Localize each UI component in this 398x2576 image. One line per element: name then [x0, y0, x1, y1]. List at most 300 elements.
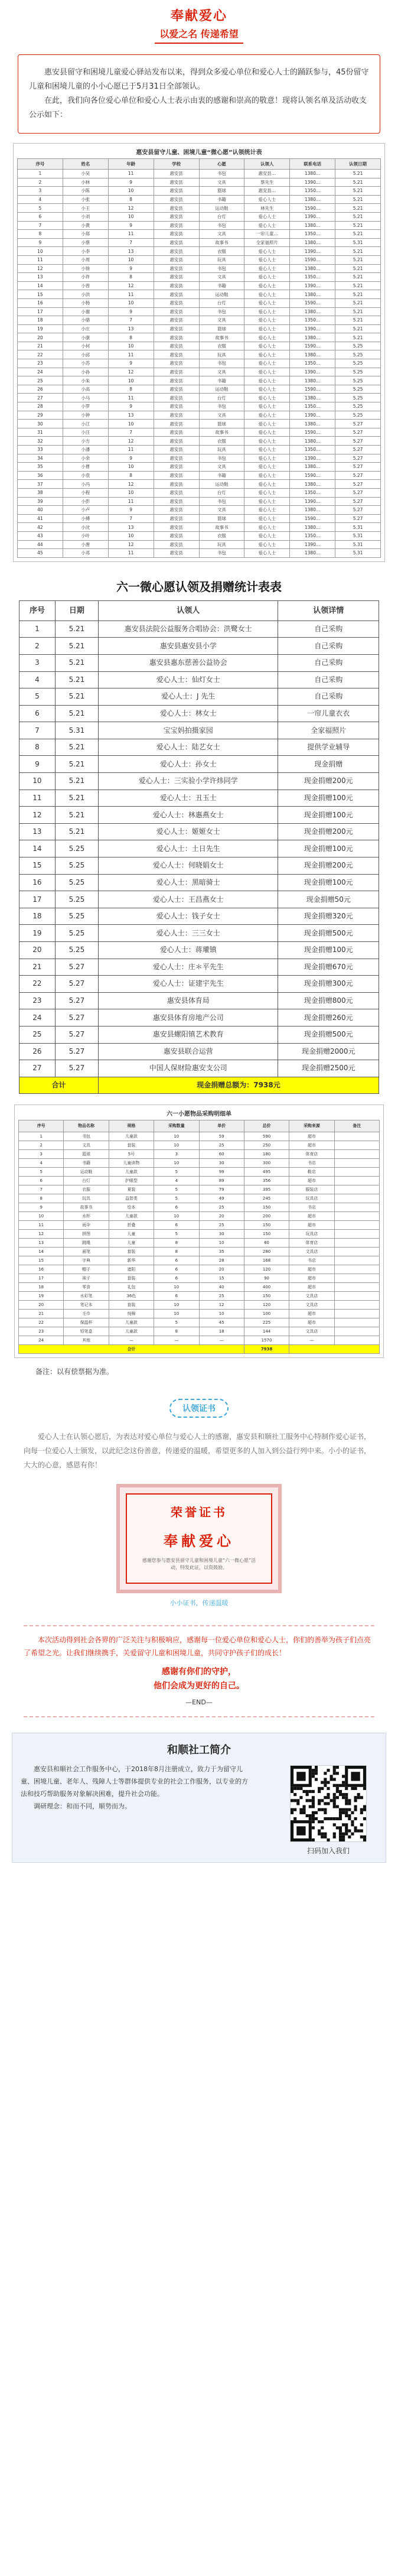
- wish-list-cell: 小钟: [63, 411, 108, 420]
- item-cell: 150: [244, 1229, 289, 1238]
- wish-list-cell: 5.27: [335, 420, 381, 428]
- item-cell: 套装: [109, 1141, 154, 1149]
- stat-cell: 9: [19, 756, 56, 773]
- wish-list-cell: 11: [108, 230, 154, 239]
- wish-list-cell: 惠安县: [154, 273, 199, 282]
- wish-list-cell: 14: [18, 281, 63, 290]
- stat-cell: 中国人保财险惠安支公司: [98, 1060, 278, 1077]
- item-cell: 故事书: [64, 1203, 109, 1211]
- item-header-cell: 备注: [334, 1120, 379, 1132]
- item-cell: 30: [199, 1158, 244, 1167]
- wish-list-row: [18, 454, 381, 463]
- item-cell: 100: [244, 1309, 289, 1318]
- wish-list-row: [18, 178, 381, 187]
- item-row: [19, 1158, 380, 1167]
- thanks-closing-2: 他们会成为更好的自己。: [154, 1681, 244, 1691]
- wish-list-cell: 13: [18, 273, 63, 282]
- wish-list-cell: 爱心人士: [244, 446, 290, 454]
- wish-list-cell: 小苏: [63, 359, 108, 368]
- wish-list-cell: 书籍: [199, 195, 244, 204]
- wish-list-cell: 11: [108, 446, 154, 454]
- wish-list-cell: 惠安县: [154, 307, 199, 316]
- wish-list-cell: 13: [108, 247, 154, 256]
- stat-cell: 一帘儿童衣衣: [278, 705, 379, 722]
- wish-list-cell: 5.21: [335, 221, 381, 230]
- wish-list-cell: 7: [18, 221, 63, 230]
- stat-cell: 现金捐赠100元: [278, 942, 379, 959]
- wish-list-row: [18, 531, 381, 540]
- stat-cell: 27: [19, 1060, 56, 1077]
- wish-list-row: [18, 488, 381, 497]
- wish-list-cell: 7: [108, 238, 154, 247]
- wish-list-cell: 9: [108, 307, 154, 316]
- wish-list-cell: 9: [108, 359, 154, 368]
- wish-list-cell: 小洪: [63, 290, 108, 299]
- wish-list-cell: 全家福照片: [244, 238, 290, 247]
- stat-cell: 5.31: [55, 722, 98, 739]
- cert-section-title: [0, 1399, 398, 1418]
- item-cell: 245: [244, 1194, 289, 1203]
- item-cell: —: [199, 1336, 244, 1344]
- item-cell: 儿童: [109, 1238, 154, 1247]
- item-row: [19, 1318, 380, 1327]
- stat-total-value: 现金捐赠总额为：7938元: [98, 1077, 379, 1093]
- wish-list-cell: 5.21: [335, 281, 381, 290]
- item-cell: 8: [154, 1238, 199, 1247]
- item-header-cell: 物品名称: [64, 1120, 109, 1132]
- wish-list-cell: 5: [18, 204, 63, 213]
- wish-list-cell: 12: [108, 368, 154, 376]
- wish-list-cell: 爱心人士: [244, 428, 290, 437]
- item-cell: [334, 1256, 379, 1265]
- wish-list-cell: 爱心人士: [244, 523, 290, 532]
- wish-list-cell: 小马: [63, 394, 108, 402]
- stat-cell: 爱心人士：林惠燕女士: [98, 807, 278, 824]
- stat-cell: 5.25: [55, 857, 98, 875]
- stat-cell: 宝宝妈拍摄家园: [98, 722, 278, 739]
- wish-list-cell: 11: [108, 394, 154, 402]
- item-cell: 护眼型: [109, 1176, 154, 1185]
- wish-list-cell: 惠安县: [154, 549, 199, 558]
- item-cell: 套装: [109, 1300, 154, 1309]
- item-cell: 24: [19, 1336, 64, 1344]
- wish-list-cell: 爱心人士: [244, 359, 290, 368]
- stat-cell: 5.21: [55, 671, 98, 688]
- item-cell: 雨伞: [64, 1220, 109, 1229]
- cert-text: [24, 1430, 374, 1472]
- wish-list-cell: 惠安县…: [244, 187, 290, 196]
- wish-list-cell: 爱心人士: [244, 514, 290, 523]
- wish-list-cell: 惠安县: [154, 230, 199, 239]
- wish-list-cell: 1380…: [290, 549, 335, 558]
- stat-cell: 5.21: [55, 654, 98, 671]
- stat-row: [19, 1043, 379, 1060]
- wish-list-cell: 5.25: [335, 402, 381, 411]
- wish-list-cell: 小周: [63, 255, 108, 264]
- stat-cell: 现金捐赠200元: [278, 823, 379, 840]
- item-cell: 49: [199, 1194, 244, 1203]
- wish-list-cell: 7: [108, 428, 154, 437]
- wish-list-cell: 4: [18, 195, 63, 204]
- wish-list-cell: 爱心人士: [244, 531, 290, 540]
- stat-cell: 5.21: [55, 807, 98, 824]
- wish-list-cell: 1: [18, 170, 63, 178]
- stat-cell: 爱心人士：何晓娟女士: [98, 857, 278, 875]
- item-row: [19, 1336, 380, 1344]
- stat-cell: 爱心人士：三三女士: [98, 925, 278, 942]
- stat-cell: 5.25: [55, 942, 98, 959]
- stat-row: [19, 992, 379, 1009]
- item-cell: 铅笔盒: [64, 1327, 109, 1336]
- wish-list-cell: 1380…: [290, 480, 335, 489]
- wish-list-cell: 1350…: [290, 316, 335, 325]
- wish-list-cell: 38: [18, 488, 63, 497]
- wish-list-cell: 惠安县: [154, 497, 199, 506]
- stat-cell: 现金捐赠320元: [278, 908, 379, 925]
- wish-list-cell: 爱心人士: [244, 376, 290, 385]
- wish-list-cell: 小骆: [63, 316, 108, 325]
- item-header-cell: 单价: [199, 1120, 244, 1132]
- item-cell: 13: [19, 1238, 64, 1247]
- item-header-cell: 总价: [244, 1120, 289, 1132]
- item-cell: 套装: [109, 1247, 154, 1256]
- wish-list-cell: 惠安县: [154, 298, 199, 307]
- item-cell: 超市: [289, 1220, 334, 1229]
- wish-list-cell: 衣服: [199, 437, 244, 446]
- wish-list-row: [18, 324, 381, 333]
- wish-list-cell: 26: [18, 385, 63, 394]
- item-cell: 25: [199, 1203, 244, 1211]
- stat-cell: 6: [19, 705, 56, 722]
- wish-list-cell: 44: [18, 540, 63, 549]
- wish-list-cell: 13: [108, 324, 154, 333]
- stat-cell: 5.25: [55, 908, 98, 925]
- certificate-image: [116, 1484, 282, 1593]
- item-cell: 超市: [289, 1274, 334, 1282]
- wish-list-cell: 5.21: [335, 316, 381, 325]
- item-cell: 文具店: [289, 1291, 334, 1300]
- item-cell: 儿童款: [109, 1318, 154, 1327]
- item-cell: 夏装: [109, 1185, 154, 1194]
- stat-cell: 5.27: [55, 976, 98, 993]
- wish-list-cell: 惠安县: [154, 488, 199, 497]
- item-cell: 保温杯: [64, 1318, 109, 1327]
- stat-row: [19, 976, 379, 993]
- item-row: [19, 1256, 380, 1265]
- item-cell: 零食: [64, 1282, 109, 1291]
- wish-list-cell: 17: [18, 307, 63, 316]
- wish-list-cell: 运动鞋: [199, 204, 244, 213]
- wish-list-cell: 41: [18, 514, 63, 523]
- wish-list-header-cell: 学校: [154, 159, 199, 170]
- wish-list-cell: 45: [18, 549, 63, 558]
- wish-list-cell: 文具: [199, 178, 244, 187]
- wish-list-cell: 29: [18, 411, 63, 420]
- stat-cell: 5.25: [55, 891, 98, 908]
- intro-box: [18, 54, 380, 134]
- item-cell: 4: [19, 1158, 64, 1167]
- item-cell: [334, 1265, 379, 1274]
- stat-cell: 惠安县体育房地产公司: [98, 1009, 278, 1026]
- cert-paragraph: 爱心人士在认领心愿后，为表达对爱心单位与爱心人士的感谢，惠安县和顺社工服务中心特制作爱心证书，向每一位爱心人士颁发，以此纪念这份善意，传递爱的温暖，希望更多的人加入到公益行列中来。小小的证书，大大的心意，感恩有你！: [24, 1432, 371, 1469]
- wish-list-cell: 篮球: [199, 187, 244, 196]
- wish-list-row: [18, 247, 381, 256]
- item-cell: 280: [244, 1247, 289, 1256]
- wish-list-cell: 13: [108, 523, 154, 532]
- wish-list-row: [18, 368, 381, 376]
- wish-list-header-cell: 认领日期: [335, 159, 381, 170]
- wish-list-row: [18, 428, 381, 437]
- wish-list-cell: 故事书: [199, 333, 244, 342]
- wish-list-cell: 5.25: [335, 342, 381, 350]
- qr-code-icon[interactable]: [290, 1765, 367, 1842]
- wish-list-cell: 爱心人士: [244, 307, 290, 316]
- stat-row: [19, 705, 379, 722]
- wish-list-cell: 21: [18, 342, 63, 350]
- item-cell: 20: [199, 1265, 244, 1274]
- wish-list-cell: 1380…: [290, 238, 335, 247]
- item-cell: 儿童款: [109, 1167, 154, 1176]
- item-row: [19, 1194, 380, 1203]
- item-cell: [334, 1132, 379, 1141]
- wish-list-cell: 小汪: [63, 428, 108, 437]
- wish-list-cell: 小邱: [63, 350, 108, 359]
- stat-cell: 24: [19, 1009, 56, 1026]
- wish-list-cell: 惠安县: [154, 264, 199, 273]
- wish-list-cell: 小方: [63, 437, 108, 446]
- item-cell: 356: [244, 1176, 289, 1185]
- stat-row: [19, 790, 379, 807]
- item-cell: 5: [154, 1229, 199, 1238]
- wish-list-cell: 小曾: [63, 281, 108, 290]
- wish-list-cell: 10: [108, 463, 154, 472]
- wish-list-cell: 台灯: [199, 212, 244, 221]
- wish-list-cell: 书包: [199, 549, 244, 558]
- wish-list-cell: 2: [18, 178, 63, 187]
- wish-list-cell: 1380…: [290, 195, 335, 204]
- item-cell: 纯棉: [109, 1309, 154, 1318]
- wish-list-header-cell: 心愿: [199, 159, 244, 170]
- stat-cell: 惠安县螺阳镇艺术教育: [98, 1026, 278, 1043]
- wish-list-row: [18, 549, 381, 558]
- wish-list-row: [18, 446, 381, 454]
- item-cell: 2: [19, 1141, 64, 1149]
- wish-list-cell: 5.31: [335, 549, 381, 558]
- wish-list-cell: 爱心人士: [244, 316, 290, 325]
- item-cell: 10: [19, 1211, 64, 1220]
- item-cell: 35: [199, 1247, 244, 1256]
- item-cell: 体育店: [289, 1238, 334, 1247]
- wish-list-cell: 5.25: [335, 394, 381, 402]
- item-cell: 25: [199, 1220, 244, 1229]
- item-cell: 20: [19, 1300, 64, 1309]
- wish-list-cell: 爱心人士: [244, 195, 290, 204]
- wish-list-cell: 爱心人士: [244, 264, 290, 273]
- stat-cell: 11: [19, 790, 56, 807]
- wish-list-cell: 10: [108, 420, 154, 428]
- wish-list-cell: 35: [18, 463, 63, 472]
- wish-list-cell: 玩具: [199, 446, 244, 454]
- thanks-text: 本次活动得到社会各界的广泛关注与积极响应，感谢每一位爱心单位和爱心人士，你们的善举为孩子们点亮了希望之光。让我们继续携手，关爱留守儿童和困境儿童，共同守护孩子们的成长！: [24, 1635, 371, 1657]
- item-cell: 6: [154, 1220, 199, 1229]
- item-cell: 运动鞋: [64, 1167, 109, 1176]
- item-cell: 5: [154, 1194, 199, 1203]
- wish-list-cell: 小蔡: [63, 238, 108, 247]
- wish-list-cell: 8: [108, 273, 154, 282]
- stat-row: [19, 908, 379, 925]
- stat-row: [19, 671, 379, 688]
- wish-list-row: [18, 290, 381, 299]
- item-cell: 体育店: [289, 1149, 334, 1158]
- org-intro-title: 和顺社工简介: [167, 1743, 231, 1756]
- item-cell: [334, 1247, 379, 1256]
- wish-list-cell: 篮球: [199, 324, 244, 333]
- item-sum-value: 7938: [244, 1344, 289, 1353]
- wish-list-cell: 书籍: [199, 471, 244, 480]
- stat-cell: 自己采购: [278, 638, 379, 655]
- wish-list-cell: 惠安县: [154, 514, 199, 523]
- intro-paragraph-2: 在此，我们向各位爱心单位和爱心人士表示由衷的感谢和崇高的敬意！现将认领名单及活动收支公示如下：: [29, 96, 367, 119]
- wish-list-cell: 5.25: [335, 368, 381, 376]
- stat-header-cell: 序号: [19, 600, 56, 621]
- end-marker: —END—: [185, 1698, 213, 1706]
- stat-cell: 爱心人士：丑玉士: [98, 790, 278, 807]
- wish-list-cell: 5.31: [335, 523, 381, 532]
- wish-list-row: [18, 540, 381, 549]
- item-cell: [334, 1149, 379, 1158]
- item-cell: 20: [199, 1211, 244, 1220]
- wish-list-cell: 书包: [199, 221, 244, 230]
- item-cell: 10: [154, 1309, 199, 1318]
- wish-list-cell: 1350…: [290, 230, 335, 239]
- certificate-inner: [126, 1493, 272, 1584]
- item-row: [19, 1327, 380, 1336]
- wish-list-cell: 小刘: [63, 212, 108, 221]
- wish-list-cell: 11: [108, 549, 154, 558]
- wish-list-cell: 11: [18, 255, 63, 264]
- wish-list-cell: 小吴: [63, 170, 108, 178]
- item-cell: 超市: [289, 1132, 334, 1141]
- wish-list-cell: 5.25: [335, 385, 381, 394]
- item-cell: 180: [244, 1149, 289, 1158]
- wish-list-cell: 1380…: [290, 264, 335, 273]
- wish-list-row: [18, 273, 381, 282]
- item-cell: 7: [19, 1185, 64, 1194]
- wish-list-cell: 34: [18, 454, 63, 463]
- wish-list-cell: 9: [108, 221, 154, 230]
- wish-list-cell: 1590…: [290, 342, 335, 350]
- wish-list-cell: 玩具: [199, 350, 244, 359]
- wish-list-cell: 5.21: [335, 230, 381, 239]
- wish-list-cell: 1590…: [290, 385, 335, 394]
- wish-list-cell: 爱心人士: [244, 540, 290, 549]
- wish-list-cell: 爱心人士: [244, 549, 290, 558]
- stat-row: [19, 688, 379, 706]
- wish-list-cell: 8: [108, 471, 154, 480]
- item-cell: 15: [199, 1274, 244, 1282]
- stat-cell: 爱心人士：土日先生: [98, 840, 278, 857]
- wish-list-cell: 22: [18, 350, 63, 359]
- item-cell: 书包: [64, 1132, 109, 1141]
- wish-list-cell: 爱心人士: [244, 411, 290, 420]
- wish-list-cell: 5.21: [335, 170, 381, 178]
- stat-cell: 爱心人士：钱子女士: [98, 908, 278, 925]
- wish-list-cell: 5.27: [335, 514, 381, 523]
- item-row: [19, 1274, 380, 1282]
- item-cell: 文具店: [289, 1247, 334, 1256]
- item-row: [19, 1141, 380, 1149]
- wish-list-cell: 小彭: [63, 497, 108, 506]
- wish-list-cell: 惠安县: [154, 333, 199, 342]
- certificate-badge: 荣誉证书: [171, 1505, 227, 1519]
- stat-cell: 爱心人士：证建宇先生: [98, 976, 278, 993]
- stat-cell: 爱心人士：孙女士: [98, 756, 278, 773]
- item-cell: [334, 1141, 379, 1149]
- wish-list-cell: 5.27: [335, 471, 381, 480]
- stat-cell: 26: [19, 1043, 56, 1060]
- item-cell: 超市: [289, 1141, 334, 1149]
- wish-list-cell: 爱心人士: [244, 290, 290, 299]
- wish-list-cell: 惠安县: [154, 187, 199, 196]
- stat-cell: 自己采购: [278, 621, 379, 638]
- item-row: [19, 1309, 380, 1318]
- item-cell: 超市: [289, 1282, 334, 1291]
- wish-list-cell: 9: [18, 238, 63, 247]
- item-cell: 99: [199, 1167, 244, 1176]
- wish-list-cell: 惠安县: [154, 463, 199, 472]
- stat-row: [19, 1026, 379, 1043]
- item-row: [19, 1149, 380, 1158]
- wish-list-cell: 小沈: [63, 523, 108, 532]
- cert-pill: 认领证书: [169, 1399, 229, 1418]
- wish-list-cell: 书包: [199, 307, 244, 316]
- wish-list-cell: 小何: [63, 342, 108, 350]
- item-cell: 200: [244, 1211, 289, 1220]
- wish-list-cell: 惠安县: [154, 195, 199, 204]
- item-cell: 395: [244, 1185, 289, 1194]
- stat-cell: 自己采购: [278, 688, 379, 706]
- item-cell: 28: [199, 1256, 244, 1265]
- item-cell: 400: [244, 1282, 289, 1291]
- wish-list-cell: 5.27: [335, 480, 381, 489]
- wish-list-cell: 8: [108, 385, 154, 394]
- stat-cell: 4: [19, 671, 56, 688]
- stat-cell: 惠安县联合运营: [98, 1043, 278, 1060]
- wish-list-cell: 惠安县: [154, 506, 199, 515]
- wish-list-cell: 惠安县: [154, 290, 199, 299]
- stat-cell: 12: [19, 807, 56, 824]
- wish-list-cell: 文具: [199, 411, 244, 420]
- item-cell: 毛巾: [64, 1309, 109, 1318]
- item-cell: 10: [154, 1132, 199, 1141]
- item-cell: 儿童款: [109, 1211, 154, 1220]
- item-row: [19, 1291, 380, 1300]
- wish-list-cell: 1350…: [290, 402, 335, 411]
- qr-caption: 扫码加入我们: [306, 1846, 350, 1855]
- wish-list-cell: 小邓: [63, 549, 108, 558]
- wish-list-cell: 10: [108, 488, 154, 497]
- wish-list-cell: 文具: [199, 230, 244, 239]
- item-cell: 水杯: [64, 1211, 109, 1220]
- stat-cell: 5.27: [55, 992, 98, 1009]
- item-cell: 玩具: [64, 1194, 109, 1203]
- item-header-cell: 采购来源: [289, 1120, 334, 1132]
- wish-list-cell: 10: [108, 187, 154, 196]
- wish-list-cell: 惠安县: [154, 324, 199, 333]
- wish-list-cell: 小傅: [63, 514, 108, 523]
- wish-list-cell: 爱心人士: [244, 298, 290, 307]
- wish-list-cell: 5.25: [335, 411, 381, 420]
